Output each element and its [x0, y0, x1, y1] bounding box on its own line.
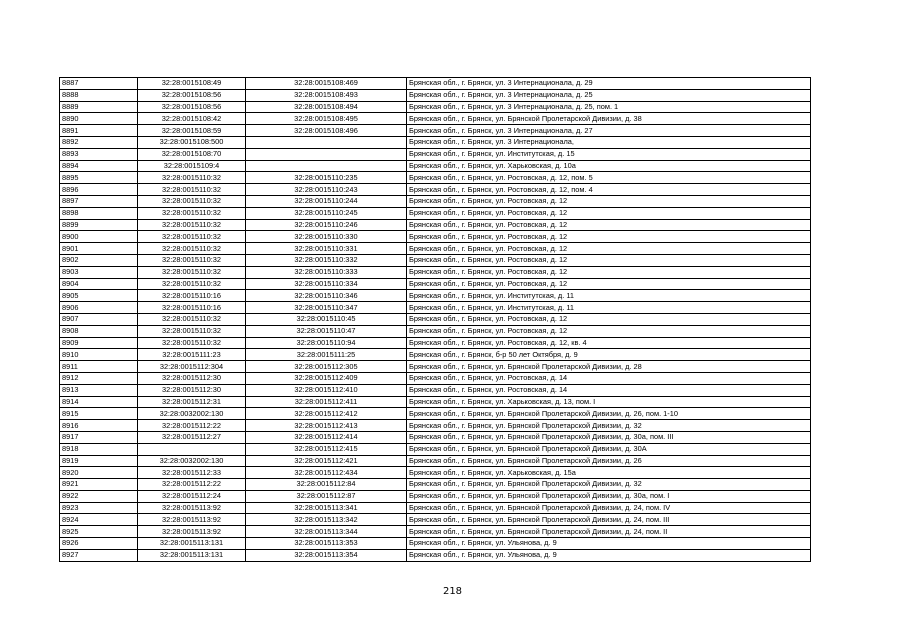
land-cadastral-number-cell: 32:28:0015113:92: [138, 526, 246, 538]
table-row: [60, 443, 811, 455]
address-cell: Брянская обл., г. Брянск, ул. Институтская, д. 11: [407, 290, 811, 302]
row-number-cell: 8892: [60, 136, 138, 148]
row-number-cell: 8917: [60, 431, 138, 443]
row-number-cell: 8888: [60, 89, 138, 101]
object-cadastral-number-cell: 32:28:0015111:25: [246, 349, 407, 361]
land-cadastral-number-cell: 32:28:0015112:31: [138, 396, 246, 408]
object-cadastral-number-cell: 32:28:0015110:235: [246, 172, 407, 184]
row-number-cell: 8913: [60, 384, 138, 396]
land-cadastral-number-cell: 32:28:0015108:59: [138, 125, 246, 137]
row-number-cell: 8909: [60, 337, 138, 349]
object-cadastral-number-cell: 32:28:0015112:415: [246, 443, 407, 455]
row-number-cell: 8914: [60, 396, 138, 408]
object-cadastral-number-cell: 32:28:0015112:410: [246, 384, 407, 396]
address-cell: Брянская обл., г. Брянск, ул. Ростовская, д. 12: [407, 219, 811, 231]
land-cadastral-number-cell: 32:28:0015112:22: [138, 420, 246, 432]
land-cadastral-number-cell: 32:28:0015113:131: [138, 549, 246, 561]
land-cadastral-number-cell: 32:28:0015110:32: [138, 195, 246, 207]
land-cadastral-number-cell: 32:28:0015110:32: [138, 219, 246, 231]
address-cell: Брянская обл., г. Брянск, ул. Ростовская, д. 14: [407, 384, 811, 396]
object-cadastral-number-cell: 32:28:0015110:47: [246, 325, 407, 337]
object-cadastral-number-cell: 32:28:0015110:45: [246, 313, 407, 325]
table-row: [60, 408, 811, 420]
row-number-cell: 8891: [60, 125, 138, 137]
address-cell: Брянская обл., г. Брянск, ул. Ростовская, д. 12: [407, 313, 811, 325]
object-cadastral-number-cell: 32:28:0015112:414: [246, 431, 407, 443]
row-number-cell: 8890: [60, 113, 138, 125]
table-row: [60, 455, 811, 467]
land-cadastral-number-cell: 32:28:0015112:33: [138, 467, 246, 479]
table-row: [60, 514, 811, 526]
object-cadastral-number-cell: 32:28:0015112:434: [246, 467, 407, 479]
object-cadastral-number-cell: 32:28:0015112:87: [246, 490, 407, 502]
table-row: [60, 526, 811, 538]
table-row: [60, 78, 811, 90]
row-number-cell: 8922: [60, 490, 138, 502]
land-cadastral-number-cell: 32:28:0015112:27: [138, 431, 246, 443]
land-cadastral-number-cell: 32:28:0015110:32: [138, 172, 246, 184]
object-cadastral-number-cell: 32:28:0015113:353: [246, 538, 407, 550]
address-cell: Брянская обл., г. Брянск, ул. Харьковская, д. 15а: [407, 467, 811, 479]
table-row: [60, 290, 811, 302]
object-cadastral-number-cell: [246, 160, 407, 172]
object-cadastral-number-cell: 32:28:0015108:496: [246, 125, 407, 137]
address-cell: Брянская обл., г. Брянск, ул. Ростовская, д. 12, кв. 4: [407, 337, 811, 349]
table-row: [60, 125, 811, 137]
row-number-cell: 8905: [60, 290, 138, 302]
row-number-cell: 8920: [60, 467, 138, 479]
row-number-cell: 8887: [60, 78, 138, 90]
land-cadastral-number-cell: 32:28:0032002:130: [138, 408, 246, 420]
address-cell: Брянская обл., г. Брянск, ул. Брянской Пролетарской Дивизии, д. 24, пом. IV: [407, 502, 811, 514]
table-row: [60, 89, 811, 101]
land-cadastral-number-cell: 32:28:0015108:56: [138, 101, 246, 113]
table-row: [60, 313, 811, 325]
table-row: [60, 396, 811, 408]
registry-table-body: [60, 78, 811, 562]
land-cadastral-number-cell: 32:28:0032002:130: [138, 455, 246, 467]
table-row: [60, 431, 811, 443]
object-cadastral-number-cell: 32:28:0015113:344: [246, 526, 407, 538]
land-cadastral-number-cell: 32:28:0015110:32: [138, 337, 246, 349]
table-row: [60, 266, 811, 278]
row-number-cell: 8911: [60, 361, 138, 373]
row-number-cell: 8901: [60, 243, 138, 255]
land-cadastral-number-cell: 32:28:0015108:500: [138, 136, 246, 148]
row-number-cell: 8923: [60, 502, 138, 514]
address-cell: Брянская обл., г. Брянск, ул. Брянской Пролетарской Дивизии, д. 26: [407, 455, 811, 467]
table-row: [60, 467, 811, 479]
object-cadastral-number-cell: 32:28:0015110:347: [246, 302, 407, 314]
row-number-cell: 8900: [60, 231, 138, 243]
address-cell: Брянская обл., г. Брянск, ул. Ростовская, д. 12: [407, 278, 811, 290]
table-row: [60, 148, 811, 160]
land-cadastral-number-cell: 32:28:0015110:32: [138, 231, 246, 243]
row-number-cell: 8925: [60, 526, 138, 538]
address-cell: Брянская обл., г. Брянск, ул. Брянской Пролетарской Дивизии, д. 24, пом. III: [407, 514, 811, 526]
table-row: [60, 538, 811, 550]
address-cell: Брянская обл., г. Брянск, ул. 3 Интернационала, д. 29: [407, 78, 811, 90]
row-number-cell: 8894: [60, 160, 138, 172]
table-row: [60, 479, 811, 491]
row-number-cell: 8896: [60, 184, 138, 196]
row-number-cell: 8912: [60, 372, 138, 384]
object-cadastral-number-cell: 32:28:0015110:332: [246, 254, 407, 266]
row-number-cell: 8918: [60, 443, 138, 455]
row-number-cell: 8903: [60, 266, 138, 278]
land-cadastral-number-cell: 32:28:0015110:16: [138, 290, 246, 302]
row-number-cell: 8904: [60, 278, 138, 290]
address-cell: Брянская обл., г. Брянск, ул. Брянской Пролетарской Дивизии, д. 24, пом. II: [407, 526, 811, 538]
land-cadastral-number-cell: 32:28:0015110:32: [138, 325, 246, 337]
row-number-cell: 8921: [60, 479, 138, 491]
table-row: [60, 243, 811, 255]
object-cadastral-number-cell: 32:28:0015110:334: [246, 278, 407, 290]
row-number-cell: 8889: [60, 101, 138, 113]
address-cell: Брянская обл., г. Брянск, ул. 3 Интернационала, д. 25, пом. 1: [407, 101, 811, 113]
object-cadastral-number-cell: 32:28:0015112:421: [246, 455, 407, 467]
table-row: [60, 207, 811, 219]
address-cell: Брянская обл., г. Брянск, ул. Ростовская, д. 12: [407, 207, 811, 219]
object-cadastral-number-cell: 32:28:0015113:341: [246, 502, 407, 514]
row-number-cell: 8895: [60, 172, 138, 184]
property-registry-table: [59, 77, 811, 562]
table-row: [60, 549, 811, 561]
address-cell: Брянская обл., г. Брянск, ул. Институтская, д. 11: [407, 302, 811, 314]
object-cadastral-number-cell: 32:28:0015112:411: [246, 396, 407, 408]
address-cell: Брянская обл., г. Брянск, ул. Брянской Пролетарской Дивизии, д. 32: [407, 479, 811, 491]
land-cadastral-number-cell: 32:28:0015113:92: [138, 514, 246, 526]
object-cadastral-number-cell: 32:28:0015112:84: [246, 479, 407, 491]
object-cadastral-number-cell: 32:28:0015108:469: [246, 78, 407, 90]
address-cell: Брянская обл., г. Брянск, ул. Ростовская, д. 12: [407, 325, 811, 337]
table-row: [60, 231, 811, 243]
table-row: [60, 302, 811, 314]
table-row: [60, 219, 811, 231]
land-cadastral-number-cell: 32:28:0015110:32: [138, 184, 246, 196]
row-number-cell: 8915: [60, 408, 138, 420]
table-row: [60, 490, 811, 502]
object-cadastral-number-cell: 32:28:0015112:413: [246, 420, 407, 432]
row-number-cell: 8893: [60, 148, 138, 160]
table-row: [60, 160, 811, 172]
table-row: [60, 361, 811, 373]
table-row: [60, 172, 811, 184]
land-cadastral-number-cell: 32:28:0015113:131: [138, 538, 246, 550]
address-cell: Брянская обл., г. Брянск, ул. Брянской Пролетарской Дивизии, д. 28: [407, 361, 811, 373]
address-cell: Брянская обл., г. Брянск, ул. Ростовская, д. 12: [407, 195, 811, 207]
row-number-cell: 8927: [60, 549, 138, 561]
table-row: [60, 113, 811, 125]
land-cadastral-number-cell: 32:28:0015110:16: [138, 302, 246, 314]
address-cell: Брянская обл., г. Брянск, ул. 3 Интернационала, д. 27: [407, 125, 811, 137]
object-cadastral-number-cell: 32:28:0015110:331: [246, 243, 407, 255]
object-cadastral-number-cell: 32:28:0015110:333: [246, 266, 407, 278]
object-cadastral-number-cell: 32:28:0015112:409: [246, 372, 407, 384]
address-cell: Брянская обл., г. Брянск, ул. Ростовская, д. 12: [407, 243, 811, 255]
row-number-cell: 8924: [60, 514, 138, 526]
address-cell: Брянская обл., г. Брянск, ул. Харьковская, д. 13, пом. I: [407, 396, 811, 408]
table-row: [60, 136, 811, 148]
object-cadastral-number-cell: 32:28:0015108:494: [246, 101, 407, 113]
land-cadastral-number-cell: 32:28:0015112:24: [138, 490, 246, 502]
object-cadastral-number-cell: 32:28:0015108:495: [246, 113, 407, 125]
table-row: [60, 502, 811, 514]
row-number-cell: 8902: [60, 254, 138, 266]
land-cadastral-number-cell: 32:28:0015110:32: [138, 313, 246, 325]
land-cadastral-number-cell: 32:28:0015112:30: [138, 372, 246, 384]
row-number-cell: 8908: [60, 325, 138, 337]
row-number-cell: 8907: [60, 313, 138, 325]
land-cadastral-number-cell: [138, 443, 246, 455]
land-cadastral-number-cell: 32:28:0015108:49: [138, 78, 246, 90]
land-cadastral-number-cell: 32:28:0015110:32: [138, 254, 246, 266]
row-number-cell: 8910: [60, 349, 138, 361]
table-row: [60, 278, 811, 290]
row-number-cell: 8906: [60, 302, 138, 314]
row-number-cell: 8898: [60, 207, 138, 219]
land-cadastral-number-cell: 32:28:0015109:4: [138, 160, 246, 172]
land-cadastral-number-cell: 32:28:0015110:32: [138, 207, 246, 219]
address-cell: Брянская обл., г. Брянск, ул. 3 Интернационала, д. 25: [407, 89, 811, 101]
land-cadastral-number-cell: 32:28:0015108:56: [138, 89, 246, 101]
table-row: [60, 254, 811, 266]
table-row: [60, 372, 811, 384]
address-cell: Брянская обл., г. Брянск, ул. Ульянова, д. 9: [407, 538, 811, 550]
address-cell: Брянская обл., г. Брянск, ул. Институтская, д. 15: [407, 148, 811, 160]
row-number-cell: 8897: [60, 195, 138, 207]
row-number-cell: 8916: [60, 420, 138, 432]
address-cell: Брянская обл., г. Брянск, ул. Ростовская, д. 14: [407, 372, 811, 384]
address-cell: Брянская обл., г. Брянск, б-р 50 лет Октября, д. 9: [407, 349, 811, 361]
land-cadastral-number-cell: 32:28:0015108:70: [138, 148, 246, 160]
address-cell: Брянская обл., г. Брянск, ул. Ростовская, д. 12, пом. 5: [407, 172, 811, 184]
object-cadastral-number-cell: 32:28:0015113:342: [246, 514, 407, 526]
land-cadastral-number-cell: 32:28:0015108:42: [138, 113, 246, 125]
land-cadastral-number-cell: 32:28:0015110:32: [138, 266, 246, 278]
address-cell: Брянская обл., г. Брянск, ул. Брянской Пролетарской Дивизии, д. 30А: [407, 443, 811, 455]
object-cadastral-number-cell: 32:28:0015110:246: [246, 219, 407, 231]
address-cell: Брянская обл., г. Брянск, ул. 3 Интернационала,: [407, 136, 811, 148]
land-cadastral-number-cell: 32:28:0015112:304: [138, 361, 246, 373]
object-cadastral-number-cell: [246, 136, 407, 148]
address-cell: Брянская обл., г. Брянск, ул. Брянской Пролетарской Дивизии, д. 30а, пом. I: [407, 490, 811, 502]
land-cadastral-number-cell: 32:28:0015110:32: [138, 243, 246, 255]
object-cadastral-number-cell: 32:28:0015112:412: [246, 408, 407, 420]
address-cell: Брянская обл., г. Брянск, ул. Ростовская, д. 12: [407, 254, 811, 266]
object-cadastral-number-cell: 32:28:0015112:305: [246, 361, 407, 373]
table-row: [60, 420, 811, 432]
land-cadastral-number-cell: 32:28:0015111:23: [138, 349, 246, 361]
table-row: [60, 384, 811, 396]
page-number: 218: [442, 586, 463, 597]
address-cell: Брянская обл., г. Брянск, ул. Брянской Пролетарской Дивизии, д. 30а, пом. III: [407, 431, 811, 443]
table-row: [60, 195, 811, 207]
object-cadastral-number-cell: 32:28:0015110:244: [246, 195, 407, 207]
object-cadastral-number-cell: 32:28:0015108:493: [246, 89, 407, 101]
address-cell: Брянская обл., г. Брянск, ул. Брянской Пролетарской Дивизии, д. 38: [407, 113, 811, 125]
table-row: [60, 337, 811, 349]
address-cell: Брянская обл., г. Брянск, ул. Брянской Пролетарской Дивизии, д. 32: [407, 420, 811, 432]
address-cell: Брянская обл., г. Брянск, ул. Ростовская, д. 12: [407, 231, 811, 243]
address-cell: Брянская обл., г. Брянск, ул. Брянской Пролетарской Дивизии, д. 26, пом. 1-10: [407, 408, 811, 420]
table-row: [60, 101, 811, 113]
row-number-cell: 8926: [60, 538, 138, 550]
land-cadastral-number-cell: 32:28:0015110:32: [138, 278, 246, 290]
address-cell: Брянская обл., г. Брянск, ул. Ульянова, д. 9: [407, 549, 811, 561]
row-number-cell: 8899: [60, 219, 138, 231]
row-number-cell: 8919: [60, 455, 138, 467]
object-cadastral-number-cell: 32:28:0015110:243: [246, 184, 407, 196]
address-cell: Брянская обл., г. Брянск, ул. Ростовская, д. 12: [407, 266, 811, 278]
address-cell: Брянская обл., г. Брянск, ул. Харьковская, д. 10а: [407, 160, 811, 172]
object-cadastral-number-cell: 32:28:0015110:94: [246, 337, 407, 349]
table-row: [60, 325, 811, 337]
object-cadastral-number-cell: 32:28:0015113:354: [246, 549, 407, 561]
table-row: [60, 184, 811, 196]
object-cadastral-number-cell: 32:28:0015110:330: [246, 231, 407, 243]
land-cadastral-number-cell: 32:28:0015113:92: [138, 502, 246, 514]
object-cadastral-number-cell: [246, 148, 407, 160]
object-cadastral-number-cell: 32:28:0015110:245: [246, 207, 407, 219]
table-row: [60, 349, 811, 361]
object-cadastral-number-cell: 32:28:0015110:346: [246, 290, 407, 302]
address-cell: Брянская обл., г. Брянск, ул. Ростовская, д. 12, пом. 4: [407, 184, 811, 196]
land-cadastral-number-cell: 32:28:0015112:30: [138, 384, 246, 396]
land-cadastral-number-cell: 32:28:0015112:22: [138, 479, 246, 491]
